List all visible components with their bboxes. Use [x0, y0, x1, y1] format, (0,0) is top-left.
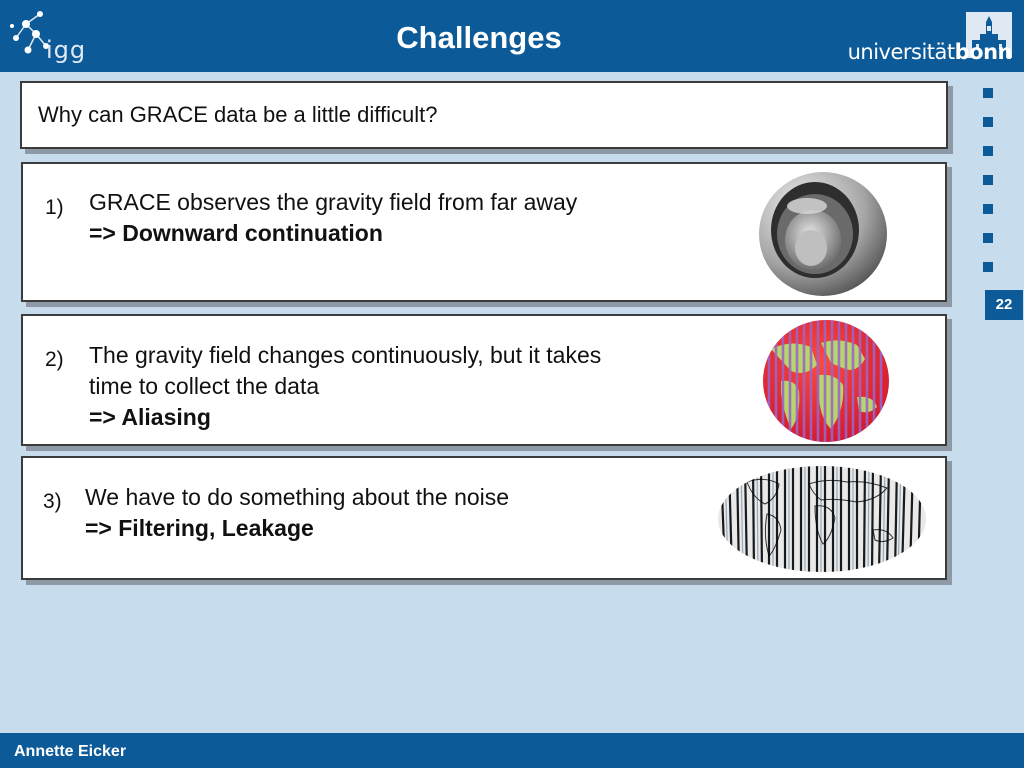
striped-globe-icon: [761, 319, 891, 443]
page-title: Challenges: [396, 20, 562, 55]
earth-layers-3d-icon: [755, 168, 889, 298]
challenge-text: [89, 187, 577, 249]
igg-logo-text: igg: [46, 36, 87, 64]
nav-dot[interactable]: [983, 233, 993, 243]
university-logo-prefix: universität: [847, 40, 955, 64]
challenge-conclusion: => Aliasing: [89, 404, 211, 430]
challenge-line: The gravity field changes continuously, but it takes: [89, 342, 602, 368]
challenge-box-2: [21, 314, 947, 446]
question-text: Why can GRACE data be a little difficult?: [38, 102, 438, 127]
challenge-number: 2): [45, 348, 64, 371]
nav-dot[interactable]: [983, 88, 993, 98]
university-logo-text: [848, 40, 1012, 64]
challenge-conclusion: => Filtering, Leakage: [85, 515, 314, 541]
nav-dot[interactable]: [983, 204, 993, 214]
noisy-world-map-icon: [717, 464, 927, 574]
challenge-line: GRACE observes the gravity field from far away: [89, 189, 578, 215]
challenge-line: time to collect the data: [89, 373, 320, 399]
slide-nav-dots: [983, 88, 995, 291]
author-name: Annette Eicker: [14, 743, 127, 760]
page-number-badge: 22: [985, 290, 1023, 320]
question-box: [20, 81, 948, 149]
header-bar: [0, 0, 1024, 72]
nav-dot[interactable]: [983, 146, 993, 156]
nav-dot[interactable]: [983, 117, 993, 127]
nav-dot[interactable]: [983, 262, 993, 272]
challenge-box-3: [21, 456, 947, 580]
challenge-conclusion: => Downward continuation: [89, 220, 383, 246]
challenge-text: [89, 340, 601, 433]
university-logo-bold: bonn: [954, 40, 1012, 64]
footer-bar: [0, 733, 1024, 768]
challenge-number: 3): [43, 490, 62, 513]
challenge-line: We have to do something about the noise: [85, 484, 510, 510]
challenge-box-1: [21, 162, 947, 302]
challenge-text: [85, 482, 509, 544]
nav-dot[interactable]: [983, 175, 993, 185]
challenge-number: 1): [45, 196, 64, 219]
